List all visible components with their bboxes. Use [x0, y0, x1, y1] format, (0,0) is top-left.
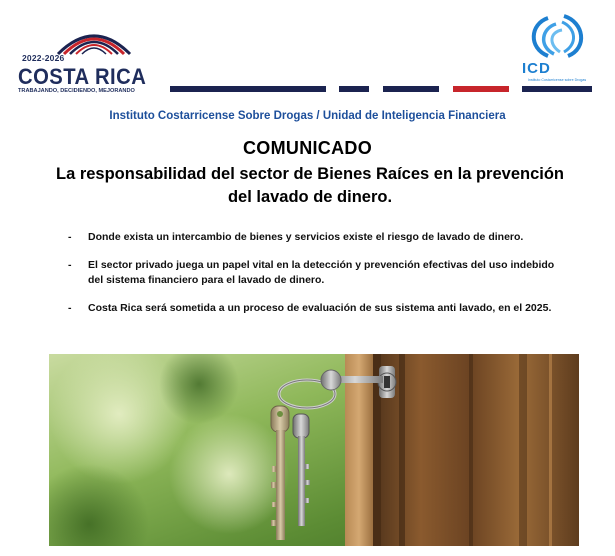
keys-in-lock-icon	[49, 354, 579, 546]
icd-acronym: ICD	[522, 60, 551, 77]
icd-full-name: Instituto Costarricense sobre Drogas	[527, 78, 587, 82]
list-item	[68, 258, 568, 288]
bullet-text: Costa Rica será sometida a un proceso de evaluación de sus sistema anti lavado, en el 2025.	[88, 302, 552, 314]
bullet-text: El sector privado juega un papel vital en la detección y prevención efectivas del uso indebido del sistema financiero para el lavado de dinero.	[88, 259, 555, 286]
bullet-dash: -	[68, 259, 72, 271]
subtitle-line: La responsabilidad del sector de Bienes Raíces en la prevención	[55, 165, 565, 183]
icd-swirl-icon	[518, 8, 596, 62]
keys-in-door-photo	[49, 354, 579, 546]
costa-rica-government-logo	[14, 22, 174, 102]
flag-bar-navy	[339, 86, 369, 92]
bullet-list	[68, 230, 568, 329]
logo-slogan: TRABAJANDO, DECIDIENDO, MEJORANDO	[18, 88, 135, 94]
flag-bar-red	[453, 86, 509, 92]
page-subtitle	[40, 163, 580, 209]
icd-logo	[518, 8, 596, 84]
bullet-dash: -	[68, 231, 72, 243]
list-item	[68, 301, 568, 316]
flag-bar-navy	[383, 86, 439, 92]
flag-bar-navy	[522, 86, 592, 92]
list-item	[68, 230, 568, 245]
flag-arcs-icon	[54, 22, 134, 56]
logo-country-name: COSTA RICA	[18, 64, 147, 89]
bullet-dash: -	[68, 302, 72, 314]
page-title: COMUNICADO	[243, 138, 372, 158]
institution-line: Instituto Costarricense Sobre Drogas / Unidad de Inteligencia Financiera	[109, 110, 506, 122]
subtitle-line: del lavado de dinero.	[227, 188, 393, 206]
logo-years: 2022-2026	[22, 53, 65, 63]
flag-bar-navy	[170, 86, 326, 92]
bullet-text: Donde exista un intercambio de bienes y servicios existe el riesgo de lavado de dinero.	[88, 231, 524, 243]
